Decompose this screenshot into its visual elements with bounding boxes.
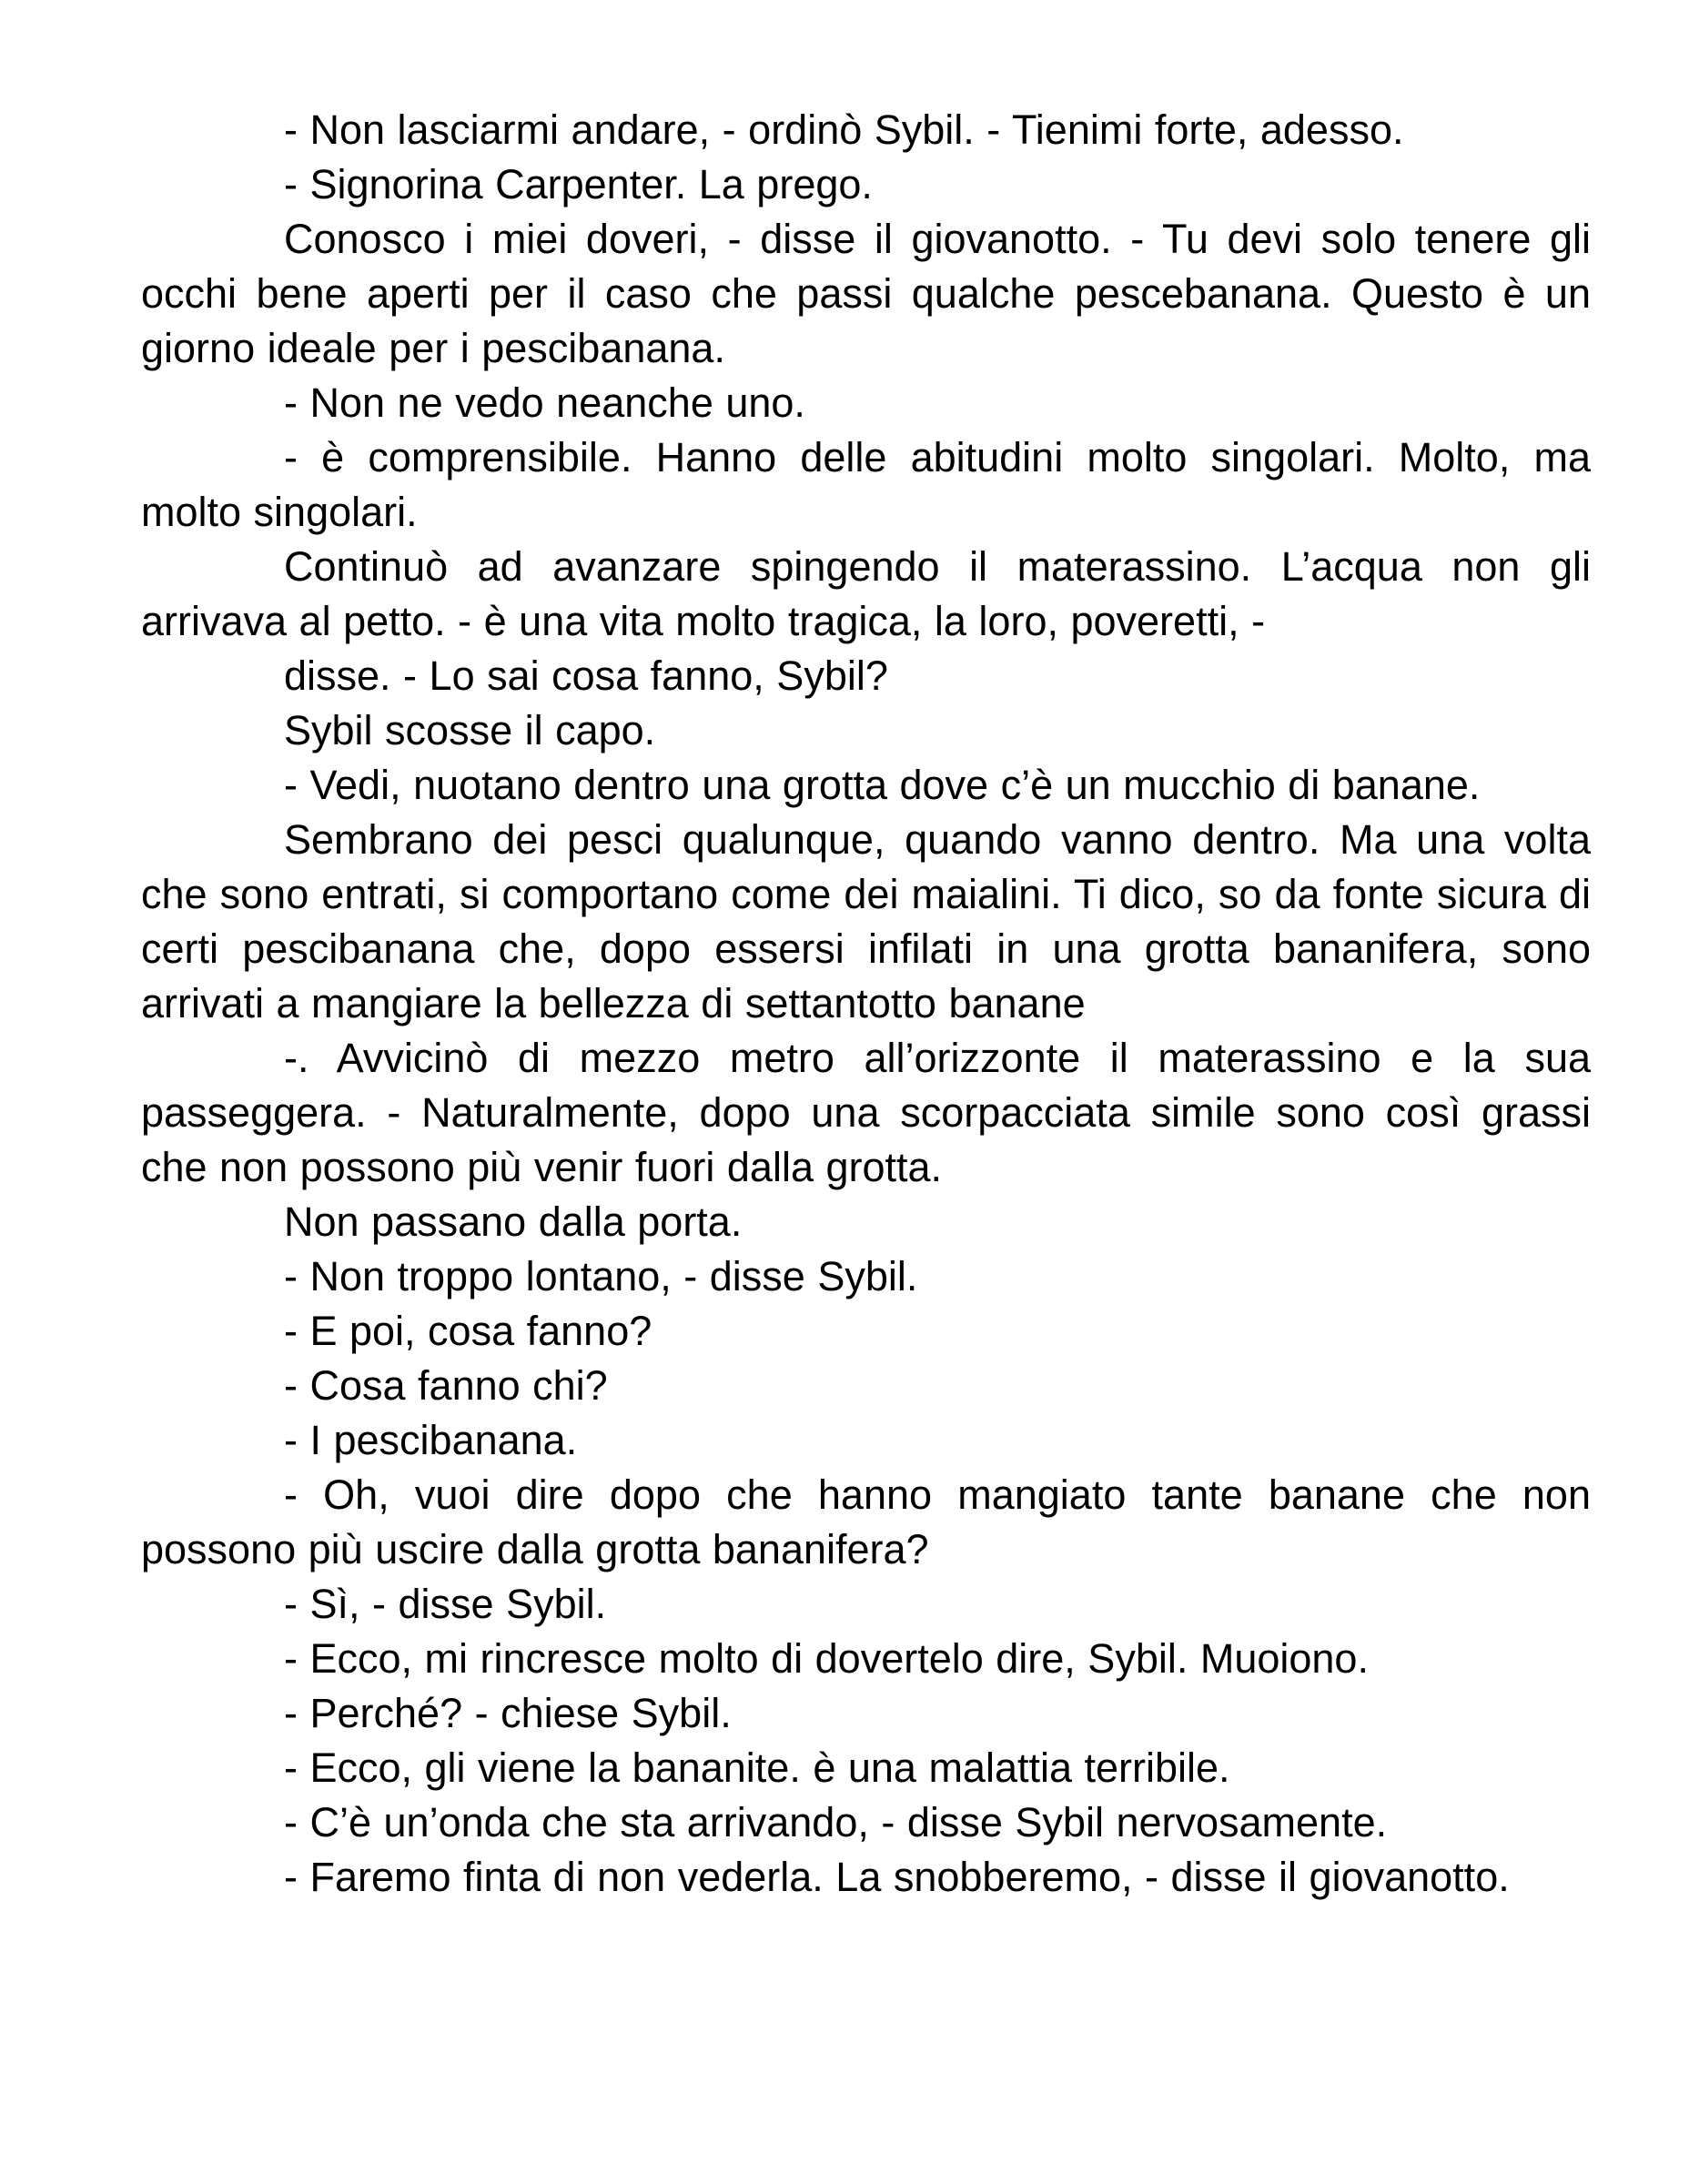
paragraph: - Oh, vuoi dire dopo che hanno mangiato tante banane che non possono più uscire dalla grotta bananifera?: [141, 1471, 1591, 1572]
paragraph: - I pescibanana.: [284, 1417, 578, 1463]
paragraph: Non passano dalla porta.: [284, 1198, 743, 1245]
paragraph: - Non troppo lontano, - disse Sybil.: [284, 1253, 918, 1299]
paragraph: -. Avvicinò di mezzo metro all’orizzonte il materassino e la sua passeggera. - Naturalmente, dopo una scorpacciata simile sono così grassi che non possono più venir fuori dalla grotta.: [141, 1035, 1591, 1190]
paragraph: - Ecco, mi rincresce molto di dovertelo dire, Sybil. Muoiono.: [284, 1635, 1369, 1682]
paragraph: Continuò ad avanzare spingendo il materassino. L’acqua non gli arrivava al petto. - è una vita molto tragica, la loro, poveretti, -: [141, 543, 1591, 644]
paragraph: - Vedi, nuotano dentro una grotta dove c’è un mucchio di banane.: [284, 762, 1481, 808]
paragraph: - Cosa fanno chi?: [284, 1362, 608, 1409]
paragraph: - Non ne vedo neanche uno.: [284, 379, 805, 426]
page-text-block: [141, 103, 1591, 1905]
paragraph: - Faremo finta di non vederla. La snobberemo, - disse il giovanotto.: [284, 1854, 1510, 1900]
paragraph: - è comprensibile. Hanno delle abitudini molto singolari. Molto, ma molto singolari.: [141, 434, 1591, 535]
paragraph: - Ecco, gli viene la bananite. è una malattia terribile.: [284, 1744, 1230, 1791]
paragraph: - E poi, cosa fanno?: [284, 1308, 652, 1354]
paragraph: - Perché? - chiese Sybil.: [284, 1690, 732, 1736]
paragraph: - Non lasciarmi andare, - ordinò Sybil. - Tienimi forte, adesso.: [284, 106, 1404, 153]
paragraph: Sybil scosse il capo.: [284, 707, 656, 753]
paragraph: Conosco i miei doveri, - disse il giovanotto. - Tu devi solo tenere gli occhi bene aperti per il caso che passi qualche pescebanana. Questo è un giorno ideale per i pescibanana.: [141, 216, 1591, 371]
paragraph: disse. - Lo sai cosa fanno, Sybil?: [284, 652, 888, 699]
paragraph: - Sì, - disse Sybil.: [284, 1581, 607, 1627]
paragraph: - Signorina Carpenter. La prego.: [284, 161, 873, 207]
paragraph: - C’è un’onda che sta arrivando, - disse Sybil nervosamente.: [284, 1799, 1388, 1845]
paragraph: Sembrano dei pesci qualunque, quando vanno dentro. Ma una volta che sono entrati, si comportano come dei maialini. Ti dico, so da fonte sicura di certi pescibanana che, dopo essersi infilati in una grotta bananifera, sono arrivati a mangiare la bellezza di settantotto banane: [141, 816, 1591, 1026]
